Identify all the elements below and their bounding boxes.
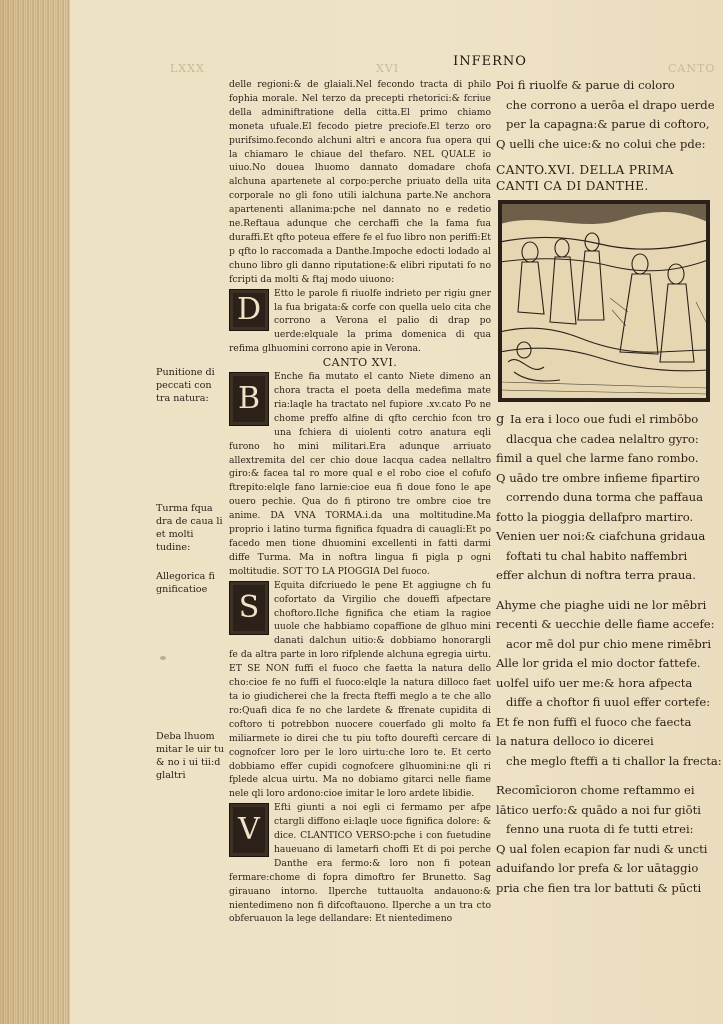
ghost-header-left: LXXX bbox=[170, 62, 205, 75]
commentary-block-3 bbox=[229, 370, 491, 579]
ghost-header-right: CANTO bbox=[668, 62, 716, 75]
verse-line: lātico uerfo:& quādo a noi fur giōti bbox=[496, 802, 701, 817]
woodcut-drawing bbox=[500, 202, 708, 400]
commentary-block-4 bbox=[229, 579, 491, 802]
canto-heading: CANTO XVI. bbox=[322, 356, 398, 370]
margin-note-punitione: Punitione di peccati con tra natura: bbox=[156, 367, 215, 404]
verse-line: foftati tu chal habito naffembri bbox=[506, 548, 688, 563]
verse-line: correndo duna torma che paffaua bbox=[506, 490, 704, 504]
canto-title: CANTO.XVI. DELLA PRIMA CANTI CA DI DANTHE. bbox=[496, 163, 674, 193]
verse-stanza-2 bbox=[496, 596, 722, 772]
running-head: INFERNO bbox=[453, 54, 527, 69]
margin-note-debba: Deba lhuom mitar le uir tu & no i ui tii:d glaltri bbox=[156, 731, 225, 781]
verse-line: effer alchun di noftra terra praua. bbox=[496, 568, 696, 582]
verse-line: uolfel uifo uer me:& hora afpecta bbox=[496, 675, 693, 690]
commentary-paragraph-3: Enche fia mutato el canto Niete dimeno an chora tracta el poeta della medefima mate ria:laqle ha tractato nel fupiore .xv.cato Po ne chome preffo alfine di qfto cerchio fcon tro una fchiera di uiolenti cotro anatura eqli furono ho mini militari.Era adunque arriuato allextremita del cer chio doue lacqua cadea nellaltro giro:& facea tal ro more qual e el robo cioe el cofufo ftrepito:elqle fano larnie:cioe eua fi doue fono le ape ouero pechie. Qua do fi ptirono tre ombre cioe tre anime. DA VNA TORMA.i.da una moltitudine.Ma proprio i latino turma fignifica fquadra di cauagli:Et po facedo men tione dhuomini excellenti in fatti darmi diffe Turma. Ma in noftra lingua fi pigla p ogni moltitudie. SOT TO LA PIOGGIA Del fuoco. bbox=[229, 371, 491, 577]
verse-line: fotto la pioggia dellafpro martiro. bbox=[496, 509, 694, 524]
verse-line: che meglo fteffi a ti challor la frecta: bbox=[506, 753, 722, 768]
commentary-column bbox=[229, 78, 491, 926]
verse-line: Ahyme che piaghe uidi ne lor mēbri bbox=[496, 597, 707, 612]
verse-line: per la capagna:& parue di coftoro, bbox=[506, 117, 710, 131]
verse-stanza-3 bbox=[496, 781, 716, 898]
verse-line: Recomīcioron chome reftammo ei bbox=[496, 783, 695, 797]
decorated-initial-b: B bbox=[229, 372, 269, 426]
verse-line: Q uelli che uice:& no colui che pde: bbox=[496, 136, 706, 151]
verse-line: Et fe non fuffi el fuoco che faecta bbox=[496, 714, 692, 729]
verse-line: che corrono a uerōa el drapo uerde bbox=[506, 97, 715, 112]
verse-line: fimil a quel che larme fano rombo. bbox=[496, 451, 699, 465]
verse-line: acor mē dol pur chio mene rimēbri bbox=[506, 636, 712, 651]
verse-line: Venien uer noi:& ciafchuna gridaua bbox=[496, 529, 706, 543]
commentary-paragraph-1: delle regioni:& de glaiali.Nel fecondo tracta di philo fophia morale. Nel terzo da precepti rhetorici:& fcriue della adminiftratione della citta.El primo chiamo moneta ufuale.El fecodo pietre preciofe.El terzo oro purifsimo.fecondo alchuni altri e ancora fua opera qui la chiamaro le chiaue del thefaro. NEL QUALE io uiuo.No douea lhuomo dannato domadare chofa alchuna apartenete al corpo:perche priuato della uita corporale no gli fono utili ialchuna parte.Ne anchora apartenenti allanima:pche nel dannato no e redetio ne.Reftaua adunque che cerchaffi che la fama fua duraffi.Et qfto poteua effere fe el fuo libro non periffi:Et p qfto lo raccomada a Danthe.Impoche edocti lodado al chuno libro gli danno riputatione:& elibri riputati fo no fcripti da molti & ftaj modo uiuono: bbox=[229, 79, 491, 285]
commentary-paragraph-4: Equita difcriuedo le pene Et aggiugne ch fu cofortato da Virgilio che doueffi afpectare choftoro.Ilche fignifica che etiam la ragioe uuole che habbiamo copaffione de glhuo mini danati dalchun uitio:& dobbiamo honorargli fe da altra parte in loro rifplende alchuna egregia uirtu. ET SE NON fuffi el fuoco che faetta la natura dello cho:cioe fe no fuffi el fuoco:elqle la natura dilloco faet ta io giudicherei che la frecta fteffi meglo a te che allo ro:Quafi dica fe no che lardete & ffrenate cupidita di coftoro ti potrebbon nuocere couerfado gli molto fa miliarmete io direi che tu piu tofto doureftì cercare di cognofcer loro per le loro uirtu:che loro te. Et certo dobbiamo effer cupidi cognofcere glhuomini:ne qli ri fplede alcua uirtu. Ma no dobiamo gitarci nelle fiame nele qli loro ardono:cioe imitar le loro ardete libidie. bbox=[229, 579, 491, 800]
verse-text: Ia era i loco oue fudi el rimbōbo bbox=[510, 412, 699, 426]
margin-note-allegorica: Allegorica fi gnificatioe bbox=[156, 571, 215, 595]
verse-line: dlacqua che cadea nelaltro gyro: bbox=[506, 431, 699, 446]
verse-line: Q uādo tre ombre infieme fipartiro bbox=[496, 470, 700, 485]
verse-line: diffe a choftor fi uuol effer cortefe: bbox=[506, 695, 711, 709]
verse-line: pria che fien tra lor battuti & pūcti bbox=[496, 880, 702, 895]
decorated-initial-s: S bbox=[229, 581, 269, 635]
commentary-block-5 bbox=[229, 801, 491, 926]
verse-line: fenno una ruota di fe tutti etrei: bbox=[506, 822, 694, 836]
commentary-block-2 bbox=[229, 287, 491, 357]
decorated-initial-v: V bbox=[229, 803, 269, 857]
ink-blot bbox=[160, 656, 166, 660]
verse-line bbox=[496, 410, 716, 430]
verse-line: Poi fi riuolfe & parue di coloro bbox=[496, 78, 675, 92]
verse-line: recenti & uecchie delle fiame accefe: bbox=[496, 617, 715, 631]
decorated-initial-d: D bbox=[229, 289, 269, 331]
woodcut-illustration bbox=[498, 200, 710, 402]
commentary-paragraph-5: Efti giunti a noi egli ci fermamo per afpe ctargli diffono ei:laqle uoce fignifica dolore: & dice. CLANTICO VERSO:pche i con fuetudine haueuano di lametarfi choffi Et di poi perche Danthe era fermo:& loro non fi potean fermare:chome di fopra dimoftro fer Brunetto. Sag girauano intorno. Ilperche tuttauolta andauono:& nientedimeno non fi difcoftauono. Ilperche a un tra cto obferuauon la lege dellandare: Et nientedimeno bbox=[229, 802, 491, 925]
verse-line: Q ual folen ecapion far nudi & uncti bbox=[496, 841, 708, 856]
verse-stanza-top bbox=[496, 76, 716, 154]
verse-stanza-1 bbox=[496, 410, 716, 586]
verse-line: Alle lor grida el mio doctor fattefe. bbox=[496, 656, 701, 670]
verse-column bbox=[496, 76, 722, 900]
margin-note-turma: Turma fqua dra de caua li et molti tudine: bbox=[156, 503, 223, 553]
verse-line: aduifando lor prefa & lor uātaggio bbox=[496, 861, 699, 875]
stanza-initial: g bbox=[496, 412, 505, 427]
commentary-paragraph-2: Etto le parole fi riuolfe indrieto per rigiu gner la fua brigata:& corfe con quella uelo cita che corrono a Verona el palio di drap po uerde:elquale la prima domenica di qua refima glhuomini corrono apie in Verona. bbox=[229, 287, 491, 355]
page-fore-edge bbox=[0, 0, 70, 1024]
verse-line: la natura delloco io dicerei bbox=[496, 734, 654, 748]
ghost-header-mid: XVI bbox=[376, 62, 400, 75]
